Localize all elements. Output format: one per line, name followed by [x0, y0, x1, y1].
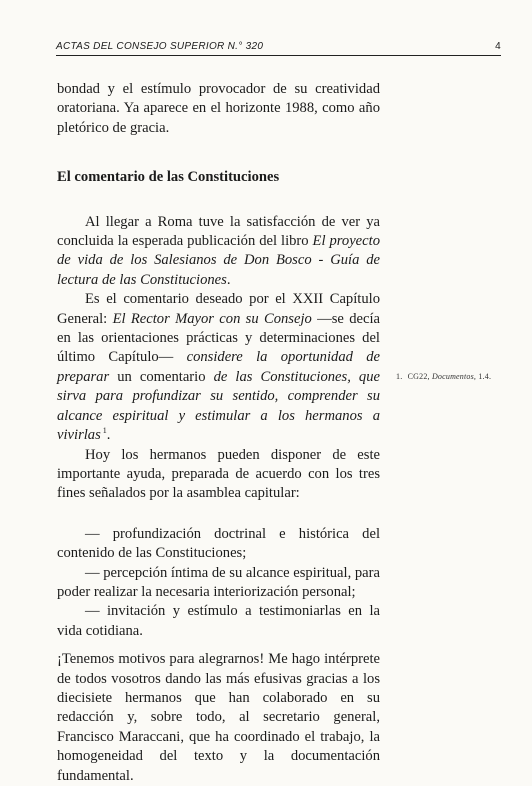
council-title: El Rector Mayor con su Consejo — [112, 310, 312, 327]
paragraph-aims: Hoy los hermanos pueden disponer de este importante ayuda, preparada de acuerdo con los tres fines señalados por la asamblea capitular: — [57, 446, 380, 502]
closing-paragraph: ¡Tenemos motivos para alegrarnos! Me hago intérprete de todos vosotros dando las más efusivas gracias a los diecisiete hermanos que han colaborado en su redacción y, sobre todo, al secretario general, Francisco Maraccani, que ha coordinado el trabajo, la homogeneidad del texto y la documentación fundamental. — [57, 651, 380, 784]
quoted-text: de las Constituciones, que sirva para profundizar su sentido, comprender su alcance espiritual y estimular a los hermanos a vivirlas — [57, 368, 380, 444]
paragraph-text: Es el comentario deseado por el XXII Capítulo General: — [57, 291, 380, 327]
footnote-reference: 1 — [102, 426, 107, 436]
section-heading: El comentario de las Constituciones — [57, 169, 280, 186]
running-header — [56, 41, 501, 56]
footnote-ref: 1.4. — [478, 372, 492, 381]
margin-footnote — [396, 372, 491, 381]
opening-paragraph: bondad y el estímulo provocador de su creatividad oratoriana. Ya aparece en el horizonte 1988, como año pletórico de gracia. — [57, 81, 380, 136]
paragraph-text: —se decía en las orientaciones prácticas y determinaciones del último Capítulo— — [57, 310, 380, 366]
main-text-column — [57, 80, 380, 786]
list-item: — percepción íntima de su alcance espiritual, para poder realizar la necesaria interiorización personal; — [57, 564, 380, 600]
paragraph-text: Al llegar a Roma tuve la satisfacción de ver ya concluida la esperada publicación del libro — [57, 213, 380, 250]
page-number: 4 — [495, 41, 501, 52]
header-title: ACTAS DEL CONSEJO SUPERIOR N.° 320 — [56, 41, 264, 52]
book-title: El proyecto de vida de los Salesianos de Don Bosco - Guía de lectura de las Constituciones — [57, 233, 380, 288]
footnote-number: 1. — [396, 372, 403, 381]
paragraph-publication — [57, 213, 380, 291]
list-item: — profundización doctrinal e histórica del contenido de las Constituciones; — [57, 525, 380, 562]
aims-list — [57, 525, 380, 641]
paragraph-text: . — [106, 427, 111, 444]
paragraph-chapter-request — [57, 290, 380, 445]
list-item: — invitación y estímulo a testimoniarlas en la vida cotidiana. — [57, 603, 380, 639]
paragraph-text: un comentario — [109, 368, 214, 385]
paragraph-text: . — [226, 271, 231, 288]
quoted-text: considere la oportunidad de preparar — [57, 349, 381, 385]
footnote-source-title: Documentos, — [431, 372, 477, 381]
footnote-source: CG22, — [407, 372, 430, 381]
